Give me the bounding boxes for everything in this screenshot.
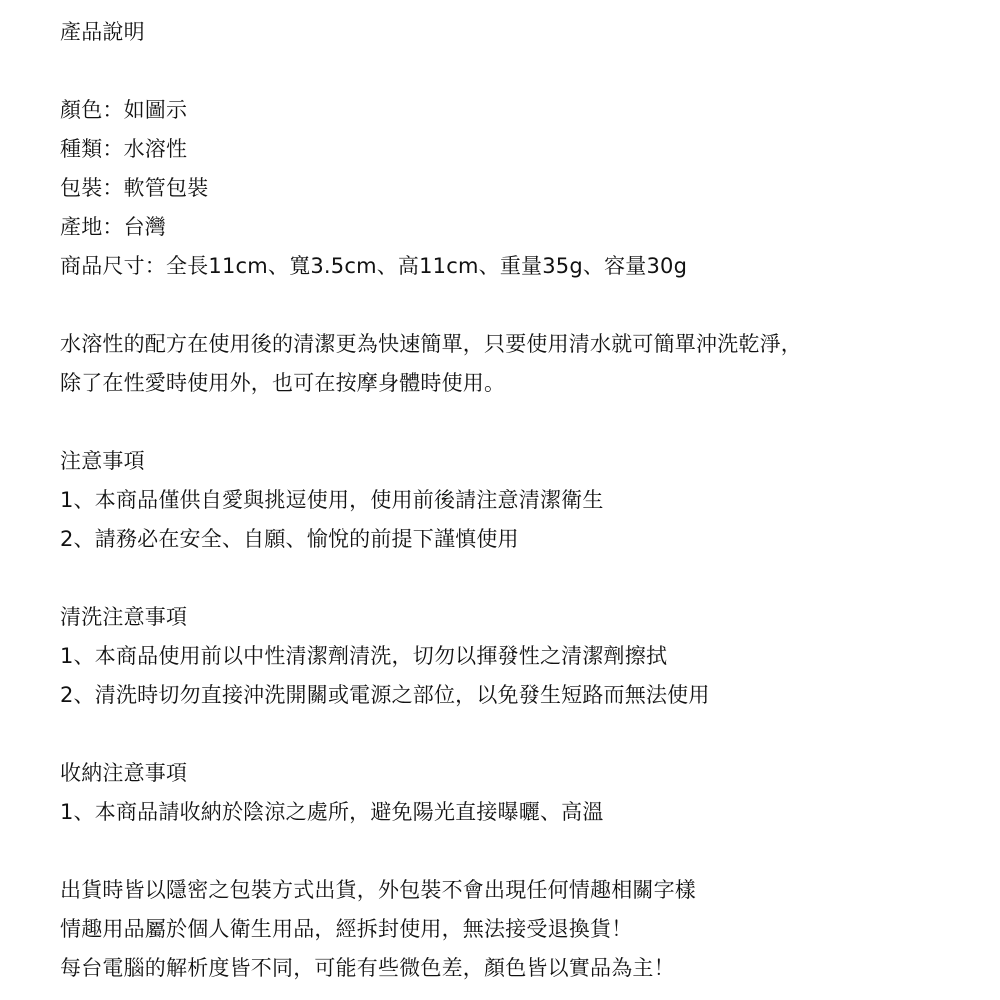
notes-item-1: 1、本商品僅供自愛與挑逗使用，使用前後請注意清潔衛生 bbox=[60, 488, 604, 512]
footer-line-1: 出貨時皆以隱密之包裝方式出貨，外包裝不會出現任何情趣相關字樣 bbox=[60, 878, 696, 902]
cleaning-heading: 清洗注意事項 bbox=[60, 605, 188, 629]
spec-color: 顏色：如圖示 bbox=[60, 98, 188, 122]
footer-line-3: 每台電腦的解析度皆不同，可能有些微色差，顏色皆以實品為主！ bbox=[60, 956, 675, 980]
description-line-2: 除了在性愛時使用外，也可在按摩身體時使用。 bbox=[60, 371, 506, 395]
spec-type: 種類：水溶性 bbox=[60, 137, 188, 161]
cleaning-item-1: 1、本商品使用前以中性清潔劑清洗，切勿以揮發性之清潔劑擦拭 bbox=[60, 644, 668, 668]
notes-item-2: 2、請務必在安全、自願、愉悅的前提下謹慎使用 bbox=[60, 527, 519, 551]
document-title: 產品說明 bbox=[60, 20, 145, 44]
notes-heading: 注意事項 bbox=[60, 449, 145, 473]
spec-dimensions: 商品尺寸：全長11cm、寬3.5cm、高11cm、重量35g、容量30g bbox=[60, 254, 688, 278]
spec-origin: 產地：台灣 bbox=[60, 215, 166, 239]
footer-line-2: 情趣用品屬於個人衛生用品，經拆封使用，無法接受退換貨！ bbox=[60, 917, 633, 941]
cleaning-item-2: 2、清洗時切勿直接沖洗開關或電源之部位，以免發生短路而無法使用 bbox=[60, 683, 710, 707]
storage-item-1: 1、本商品請收納於陰涼之處所，避免陽光直接曝曬、高溫 bbox=[60, 800, 604, 824]
storage-heading: 收納注意事項 bbox=[60, 761, 188, 785]
description-line-1: 水溶性的配方在使用後的清潔更為快速簡單，只要使用清水就可簡單沖洗乾淨， bbox=[60, 332, 802, 356]
spec-packaging: 包裝：軟管包裝 bbox=[60, 176, 209, 200]
